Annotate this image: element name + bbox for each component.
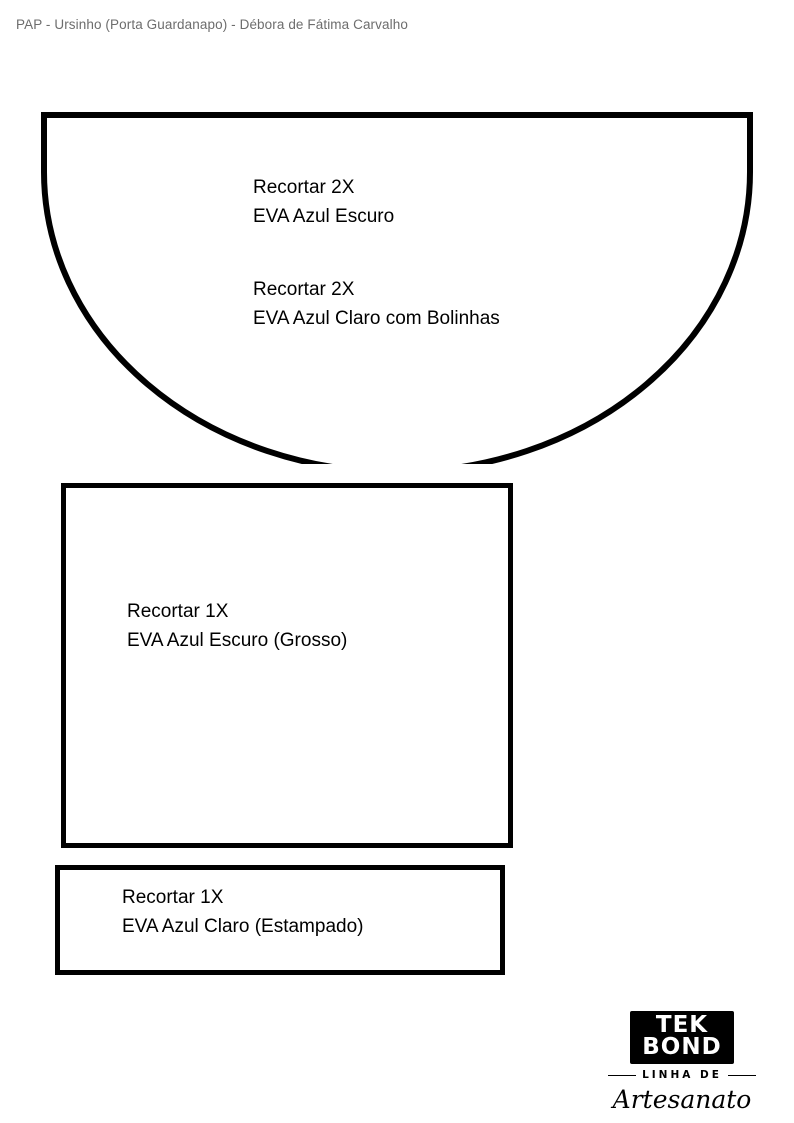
logo-text-artesanato: Artesanato (612, 1085, 752, 1114)
logo-rule-left (608, 1075, 636, 1076)
label-line-1: Recortar 1X (122, 887, 224, 908)
logo-subtitle-row (594, 1069, 770, 1081)
logo-text-linha-de: LINHA DE (642, 1069, 722, 1081)
logo-text-tek: TEK (655, 1012, 709, 1038)
label-line-1: Recortar 2X (253, 177, 355, 198)
label-small-rectangle (122, 884, 363, 941)
label-line-1: Recortar 2X (253, 279, 355, 300)
label-half-circle-dark (253, 174, 394, 231)
logo-rule-right (728, 1075, 756, 1076)
label-line-2: EVA Azul Claro (Estampado) (122, 915, 364, 937)
logo-text-bond: BOND (642, 1034, 722, 1060)
label-half-circle-light (253, 276, 500, 333)
label-line-1: Recortar 1X (127, 601, 229, 622)
label-large-rectangle (127, 598, 347, 655)
large-rectangle-template (61, 483, 513, 848)
label-line-2: EVA Azul Claro com Bolinhas (253, 307, 500, 329)
label-line-2: EVA Azul Escuro (253, 205, 395, 227)
brand-logo (594, 1011, 770, 1114)
page-title: PAP - Ursinho (Porta Guardanapo) - Débora de Fátima Carvalho (16, 17, 408, 32)
logo-badge (630, 1011, 733, 1064)
label-line-2: EVA Azul Escuro (Grosso) (127, 629, 348, 651)
